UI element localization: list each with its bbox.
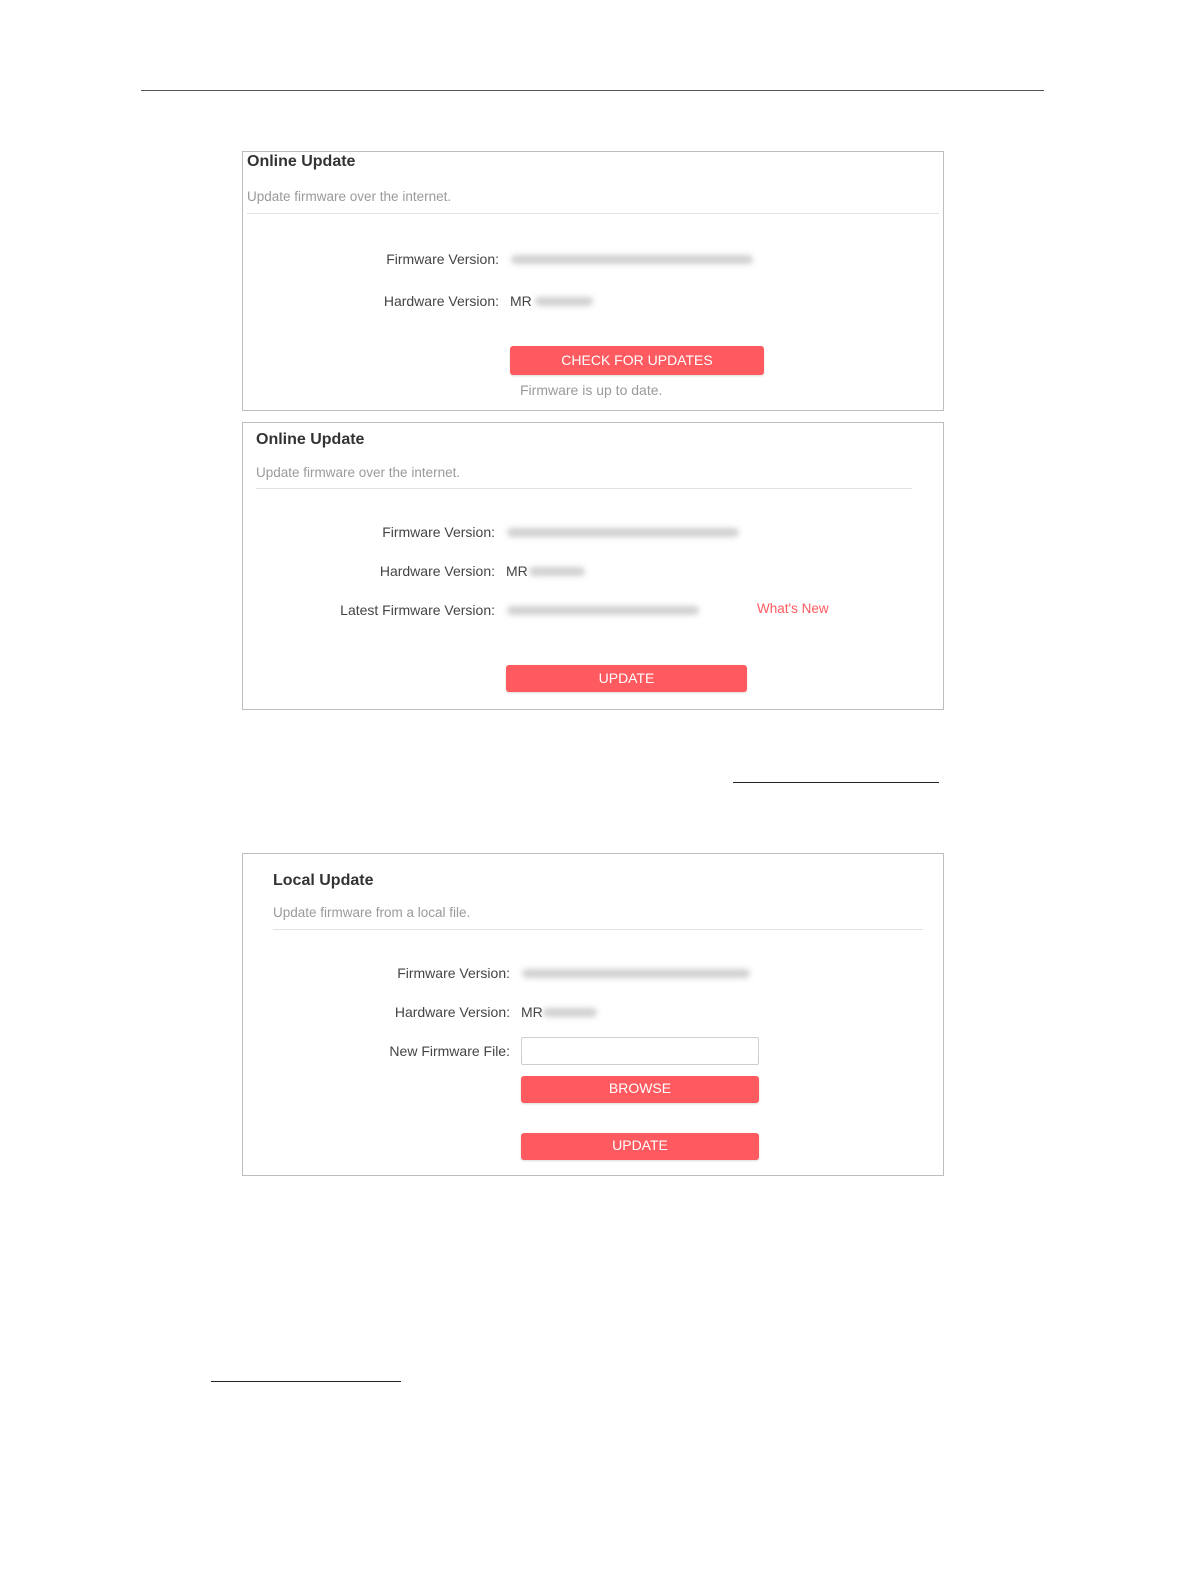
panel-divider: [273, 929, 923, 930]
panel-subtitle: Update firmware from a local file.: [273, 905, 471, 920]
hardware-version-label: Hardware Version:: [394, 1004, 510, 1020]
firmware-version-label: Firmware Version:: [382, 524, 495, 540]
hardware-version-value: MR: [506, 563, 528, 579]
latest-firmware-version-value-redacted: [507, 606, 699, 615]
online-update-panel-available: [242, 422, 944, 710]
check-for-updates-button[interactable]: CHECK FOR UPDATES: [510, 346, 764, 375]
panel-title: Local Update: [273, 872, 374, 889]
local-update-panel: [242, 853, 944, 1176]
hardware-version-value-redacted: [535, 297, 593, 306]
whats-new-link[interactable]: What's New: [757, 601, 829, 616]
page-header-rule: [141, 90, 1044, 91]
text-underline-2: [211, 1381, 401, 1382]
hardware-version-value: MR: [510, 293, 532, 309]
browse-button[interactable]: BROWSE: [521, 1076, 759, 1103]
new-firmware-file-label: New Firmware File:: [389, 1043, 510, 1059]
update-button[interactable]: UPDATE: [521, 1133, 759, 1160]
latest-firmware-version-label: Latest Firmware Version:: [340, 602, 495, 618]
firmware-version-label: Firmware Version:: [397, 965, 510, 981]
hardware-version-value-redacted: [529, 567, 585, 576]
hardware-version-label: Hardware Version:: [379, 563, 495, 579]
online-update-panel-uptodate: [242, 151, 944, 411]
firmware-version-value-redacted: [511, 255, 753, 264]
panel-divider: [256, 488, 912, 489]
update-button[interactable]: UPDATE: [506, 665, 747, 692]
firmware-version-value-redacted: [507, 528, 739, 537]
firmware-status-text: Firmware is up to date.: [520, 382, 663, 398]
firmware-file-input[interactable]: [521, 1037, 759, 1065]
hardware-version-value-redacted: [543, 1008, 597, 1017]
hardware-version-label: Hardware Version:: [383, 293, 499, 309]
panel-title: Online Update: [247, 153, 356, 170]
panel-divider: [247, 213, 939, 214]
panel-subtitle: Update firmware over the internet.: [256, 465, 461, 480]
text-underline-1: [733, 782, 939, 783]
panel-subtitle: Update firmware over the internet.: [247, 189, 452, 204]
hardware-version-value: MR: [521, 1004, 543, 1020]
firmware-version-value-redacted: [522, 969, 750, 978]
firmware-version-label: Firmware Version:: [386, 251, 499, 267]
panel-title: Online Update: [256, 431, 365, 448]
